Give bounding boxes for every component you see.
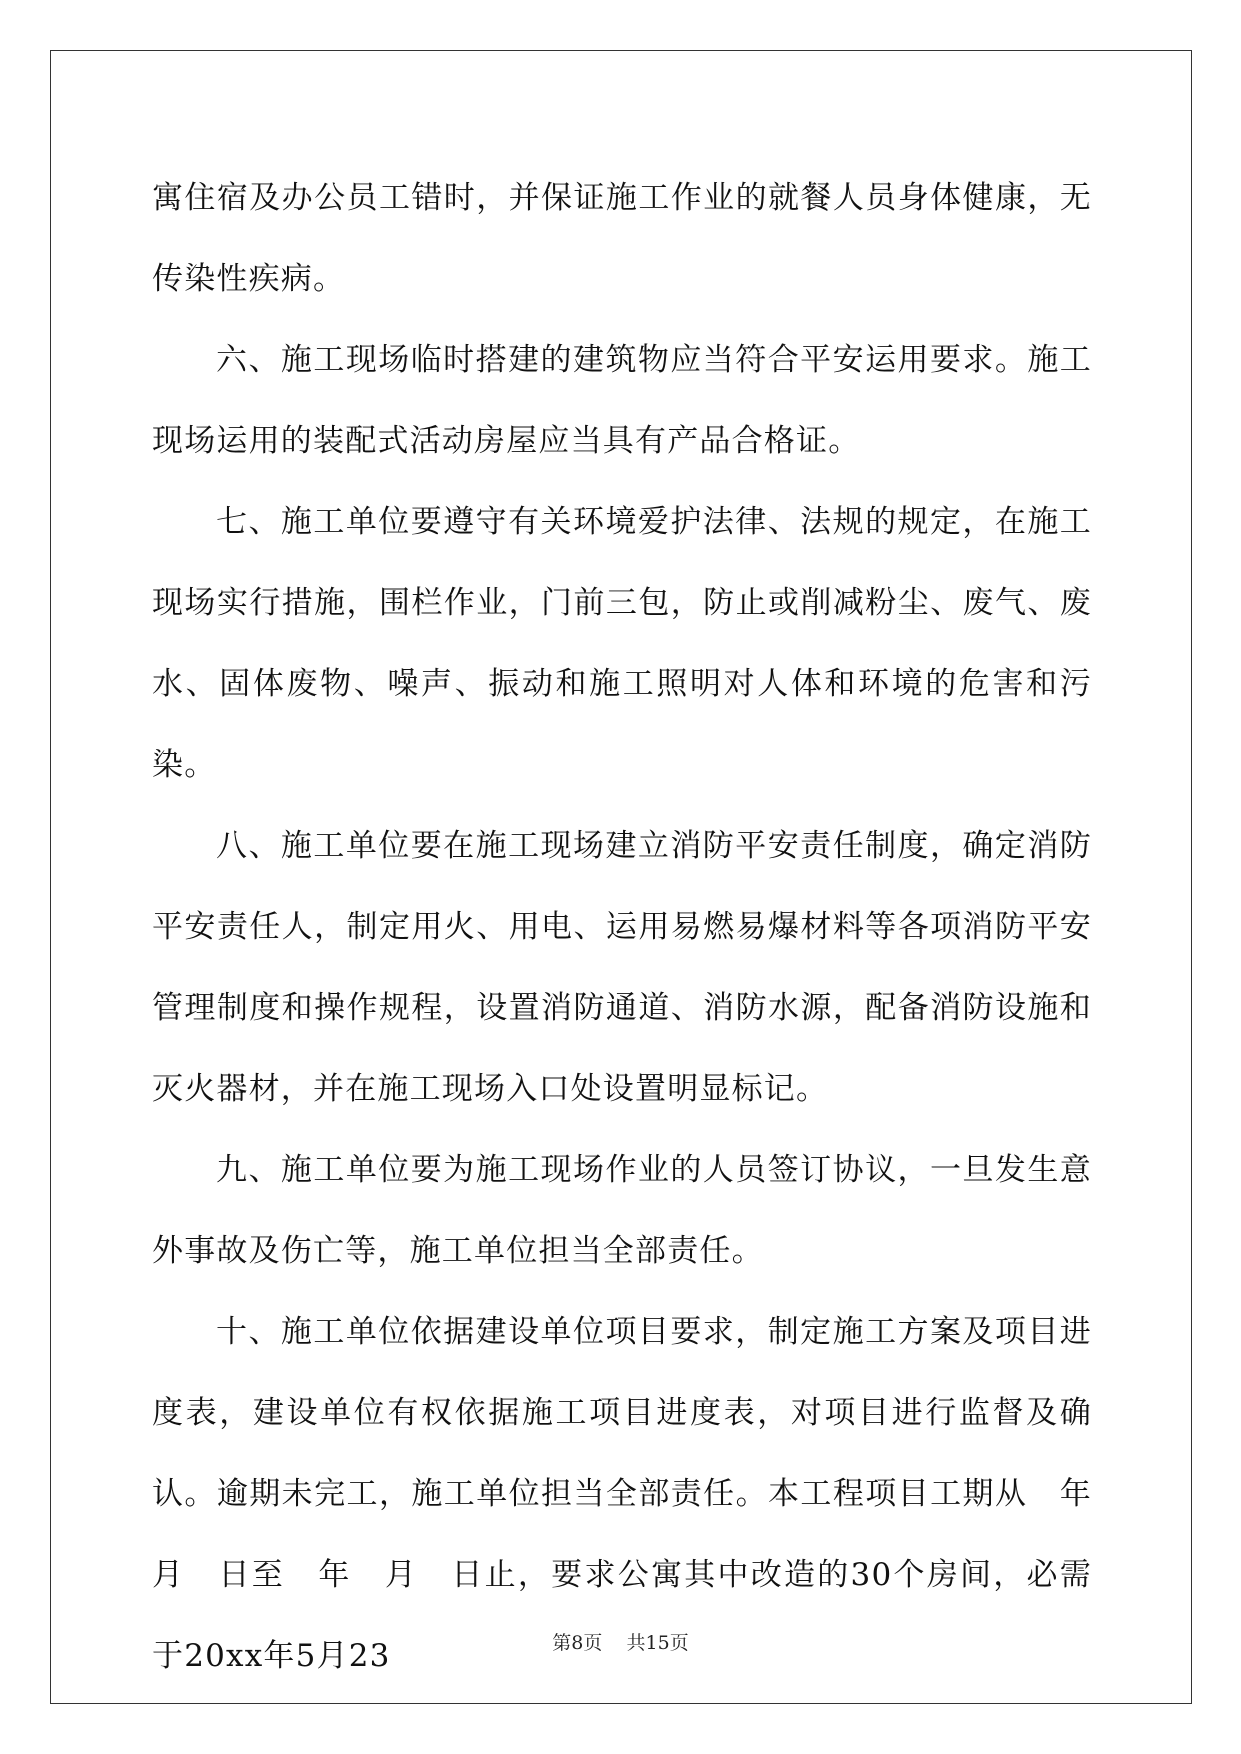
paragraph-1: 寓住宿及办公员工错时，并保证施工作业的就餐人员身体健康，无传染性疾病。 <box>152 180 1092 297</box>
footer-gap <box>602 1632 626 1654</box>
paragraph-6: 十、施工单位依据建设单位项目要求，制定施工方案及项目进度表，建设单位有权依据施工项目进度表，对项目进行监督及确认。逾期未完工，施工单位担当全部责任。本工程项目工期从 年 月 日至 年 月 日止，要求公寓其中改造的30个房间，必需于20xx年5月23 <box>152 1314 1125 1674</box>
total-prefix: 共 <box>626 1632 646 1654</box>
paragraph-2: 六、施工现场临时搭建的建筑物应当符合平安运用要求。施工现场运用的装配式活动房屋应当具有产品合格证。 <box>152 342 1092 459</box>
paragraph-3: 七、施工单位要遵守有关环境爱护法律、法规的规定，在施工现场实行措施，围栏作业，门前三包，防止或削减粉尘、废气、废水、固体废物、噪声、振动和施工照明对人体和环境的危害和污染。 <box>152 504 1092 783</box>
page-footer <box>0 1628 1241 1655</box>
paragraph-4: 八、施工单位要在施工现场建立消防平安责任制度，确定消防平安责任人，制定用火、用电、运用易燃易爆材料等各项消防平安管理制度和操作规程，设置消防通道、消防水源，配备消防设施和灭火器材，并在施工现场入口处设置明显标记。 <box>152 828 1092 1107</box>
document-body <box>152 158 1125 1697</box>
page-current: 8 <box>571 1632 584 1654</box>
page-suffix: 页 <box>583 1632 603 1654</box>
total-suffix: 页 <box>669 1632 689 1654</box>
page-total: 15 <box>645 1632 670 1654</box>
page-prefix: 第 <box>552 1632 572 1654</box>
paragraph-5: 九、施工单位要为施工现场作业的人员签订协议，一旦发生意外事故及伤亡等，施工单位担当全部责任。 <box>152 1152 1092 1269</box>
